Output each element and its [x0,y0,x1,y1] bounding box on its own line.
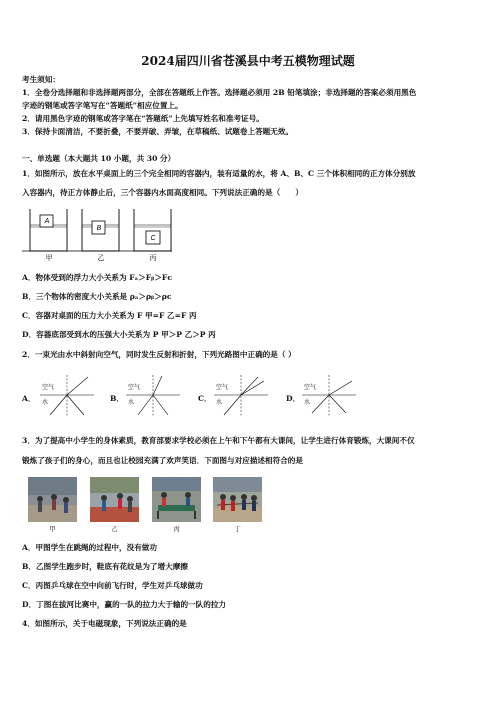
question-stem: 1．如图所示，放在水平桌面上的三个完全相同的容器内，装有适量的水，将 A、B、C 三个体积相同的正方体分别放 [22,169,416,178]
option-b: B．三个物体的密度大小关系是 ρₐ＞ρᵦ＞ρᴄ [22,292,172,301]
photo-label: 丙 [173,525,180,533]
light-path-diagram-d [300,373,358,419]
page-title: 2024届四川省苍溪县中考五模物理试题 [141,54,355,68]
option-d: D．丁图在拔河比赛中，赢的一队的拉力大于输的一队的拉力 [22,600,227,609]
water-label: 水 [42,400,49,406]
container-label: 甲 [45,255,53,261]
notice-item: 1．全卷分选择题和非选择题两部分，全部在答题纸上作答。选择题必须用 2B 铅笔填涂；非选择题的答案必须用黑色 [22,88,417,97]
photo-running [90,477,139,522]
container-jia [30,209,67,251]
air-label: 空气 [42,385,55,391]
notice-item: 字迹的钢笔或答字笔写在“答题纸”相应位置上。 [22,101,183,110]
photo-label: 甲 [49,525,56,533]
option-c: C．丙图乒乓球在空中向前飞行时，学生对乒乓球做功 [22,581,203,590]
option-d: D．容器底部受到水的压强大小关系为 P 甲＞P 乙＞P 丙 [22,330,216,339]
notice-item: 3．保持卡面清洁，不要折叠，不要弄破、弄皱，在草稿纸、试题卷上答题无效。 [22,127,294,136]
water-label: 水 [304,400,311,406]
option-a: A．甲图学生在跳绳的过程中，没有做功 [22,543,157,552]
question-stem: 3．为了提高中小学生的身体素质，教育部要求学校必须在上午和下午都有大课间，让学生进行体育锻炼，大课间不仅 [22,436,415,445]
container-bing [134,209,171,251]
air-label: 空气 [304,385,317,391]
block-label: C [150,235,156,242]
notice-heading: 考生须知： [22,75,60,84]
question-4-stem: 4．如图所示，关于电磁现象，下列说法正确的是 [22,619,187,628]
air-label: 空气 [128,385,141,391]
water-label: 水 [216,400,223,406]
containers-figure [22,205,172,261]
option-c: C．容器对桌面的压力大小关系为 F 甲=F 乙=F 丙 [22,311,197,320]
photo-jump-rope [28,477,77,522]
option-letter: D． [286,394,301,403]
question-stem: 入容器内，待正方体静止后，三个容器内水面高度相同。下列说法正确的是（ ） [22,188,303,197]
photo-tug-of-war [213,477,262,522]
air-label: 空气 [216,385,229,391]
notice-item: 2．请用黑色字迹的钢笔或答字笔在“答题纸”上先填写姓名和准考证号。 [22,114,264,123]
option-b: B．乙图学生跑步时，鞋底有花纹是为了增大摩擦 [22,562,188,571]
option-letter: C． [198,394,212,403]
option-letter: A． [22,394,36,403]
light-path-diagram-a [38,373,96,419]
block-label: B [96,225,102,232]
block-label: A [44,218,50,225]
container-label: 丙 [149,255,157,261]
question-stem: 2．一束光由水中斜射向空气，同时发生反射和折射，下列光路图中正确的是（ ） [22,350,296,359]
photo-label: 丁 [234,525,241,533]
option-letter: B． [110,394,125,403]
option-a: A．物体受到的浮力大小关系为 Fₐ＞Fᵦ＞Fᴄ [22,273,172,282]
section-heading: 一、单选题（本大题共 10 小题，共 30 分） [22,154,176,163]
question-stem: 锻炼了孩子们的身心，而且也让校园充满了欢声笑语．下面图与对应描述相符合的是 [22,456,303,465]
container-label: 乙 [97,255,105,261]
light-path-diagram-c [212,373,270,419]
photo-label: 乙 [111,525,118,533]
water-label: 水 [128,400,135,406]
photo-table-tennis [152,477,201,522]
light-path-diagram-b [124,373,182,419]
